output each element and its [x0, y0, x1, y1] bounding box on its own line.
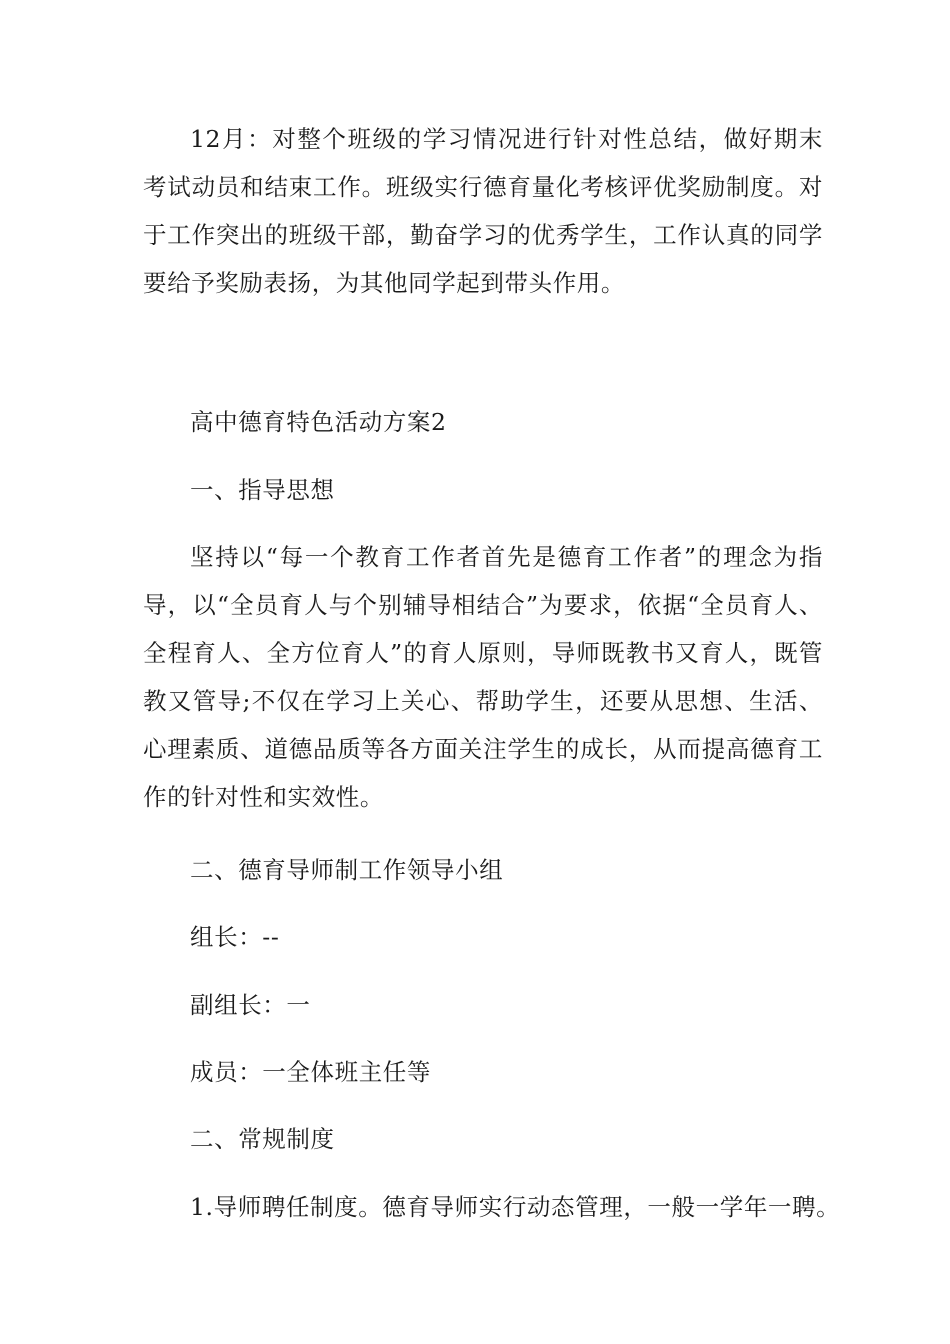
section-title: 高中德育特色活动方案2	[190, 408, 447, 436]
paragraph-december-plan: 12月：对整个班级的学习情况进行针对性总结，做好期末考试动员和结束工作。班级实行德育量化考核评优奖励制度。对于工作突出的班级干部，勤奋学习的优秀学生，工作认真的同学要给予奖励表扬，为其他同学起到带头作用。	[143, 125, 823, 297]
leader-line: 组长：--	[190, 923, 280, 951]
heading-leadership-group: 二、德育导师制工作领导小组	[190, 856, 504, 884]
paragraph-guiding-ideology: 坚持以“每一个教育工作者首先是德育工作者”的理念为指导，以“全员育人与个别辅导相结合”为要求，依据“全员育人、全程育人、全方位育人”的育人原则，导师既教书又育人，既管教又管导;不仅在学习上关心、帮助学生，还要从思想、生活、心理素质、道德品质等各方面关注学生的成长，从而提高德育工作的针对性和实效性。	[143, 543, 823, 811]
vice-leader-line: 副组长：一	[190, 991, 311, 1019]
heading-routine-system: 二、常规制度	[190, 1125, 335, 1153]
heading-guiding-ideology: 一、指导思想	[190, 476, 335, 504]
paragraph-mentor-appointment: 1.导师聘任制度。德育导师实行动态管理，一般一学年一聘。	[190, 1193, 841, 1221]
members-line: 成员：一全体班主任等	[190, 1058, 431, 1086]
